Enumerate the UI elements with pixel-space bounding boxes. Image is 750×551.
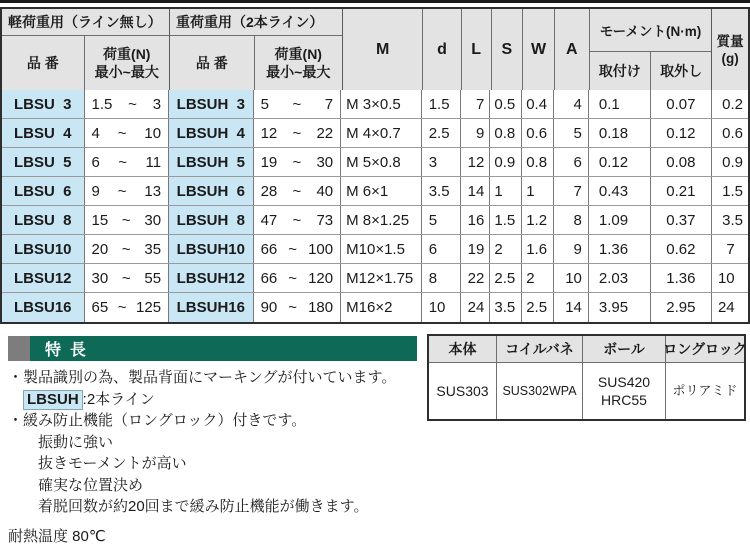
dim-d: 5 [422, 206, 461, 234]
feature-line-marking: ・製品識別の為、製品背面にマーキングが付いています。 [8, 369, 397, 386]
moment-detach: 0.62 [651, 235, 713, 263]
part-number-light: LBSU 3 [2, 90, 85, 118]
materials-value-row [429, 363, 744, 419]
load-range-heavy: 66 ~ 120 [254, 264, 342, 292]
dim-W: 1 [522, 177, 554, 205]
spec-table-header [2, 9, 748, 90]
material-value-coil-spring: SUS302WPA [497, 363, 583, 419]
mass: 0.6 [722, 124, 743, 142]
feature-sub-item: 振動に強い [38, 433, 114, 451]
mass: 0.2 [722, 95, 743, 113]
thread-size: M10×1.5 [341, 235, 422, 263]
dim-d: 1.5 [422, 90, 461, 118]
dim-A: 7 [554, 177, 589, 205]
mass: 7 [726, 240, 743, 258]
load-range-light: 6 ~ 11 [85, 148, 170, 176]
part-number-light: LBSU12 [2, 264, 85, 292]
load-range-heavy: 90 ~ 180 [254, 293, 342, 322]
moment-attach: 3.95 [589, 293, 651, 322]
dim-W: 0.4 [522, 90, 554, 118]
load-range-heavy: 5 ~ 7 [254, 90, 342, 118]
dim-S: 0.9 [490, 148, 522, 176]
dim-W: 2 [522, 264, 554, 292]
dim-S: 0.8 [490, 119, 522, 147]
moment-attach: 0.1 [589, 90, 651, 118]
table-row [2, 235, 748, 264]
thread-size: M 4×0.7 [341, 119, 422, 147]
col-header-A: A [555, 9, 590, 90]
dim-d: 6 [422, 235, 461, 263]
chip-suffix: :2本ライン [82, 390, 155, 408]
load-header: 荷重(N) 最小~最大 [94, 46, 159, 80]
features-title: 特 長 [45, 342, 86, 359]
dim-A: 14 [554, 293, 589, 322]
load-range-light: 15 ~ 30 [85, 206, 170, 234]
part-number-light: LBSU 6 [2, 177, 85, 205]
moment-detach: 1.36 [651, 264, 713, 292]
table-row [2, 119, 748, 148]
dim-L: 12 [461, 148, 491, 176]
thread-size: M16×2 [341, 293, 422, 322]
moment-detach-header: 取外し [660, 63, 703, 79]
moment-header: モーメント(N·m) [590, 9, 712, 52]
mass: 1.5 [722, 182, 743, 200]
material-header-longlock: ロングロック [666, 336, 744, 363]
dim-W: 2.5 [522, 293, 554, 322]
load-range-heavy: 19 ~ 30 [254, 148, 342, 176]
mass: 24 [717, 299, 743, 316]
material-header-ball: ボール [583, 336, 666, 363]
part-number-heavy: LBSUH 4 [169, 119, 254, 147]
part-number-heavy: LBSUH 6 [169, 177, 254, 205]
material-header-body: 本体 [429, 336, 497, 363]
load-range-heavy: 66 ~ 100 [254, 235, 342, 263]
dim-L: 22 [461, 264, 491, 292]
part-number-light: LBSU16 [2, 293, 85, 322]
dim-W: 0.8 [522, 148, 554, 176]
moment-attach: 1.36 [589, 235, 651, 263]
features-title-bar [30, 336, 417, 361]
load-range-light: 30 ~ 55 [85, 264, 170, 292]
moment-detach: 0.07 [651, 90, 713, 118]
load-range-light: 9 ~ 13 [85, 177, 170, 205]
moment-detach: 0.21 [651, 177, 713, 205]
moment-attach: 2.03 [589, 264, 651, 292]
gray-square-icon [8, 336, 30, 361]
thread-size: M 6×1 [341, 177, 422, 205]
col-header-W: W [523, 9, 555, 90]
dim-A: 5 [554, 119, 589, 147]
heavy-load-group-title: 重荷重用（2本ライン） [170, 9, 342, 36]
materials-header-row [429, 336, 747, 363]
load-range-light: 65 ~ 125 [85, 293, 170, 322]
light-load-group-title: 軽荷重用（ライン無し） [2, 9, 169, 36]
heavy-load-group [170, 9, 343, 90]
part-number-light: LBSU 5 [2, 148, 85, 176]
dim-S: 1 [490, 177, 522, 205]
table-row [2, 148, 748, 177]
col-header-S: S [492, 9, 524, 90]
feature-sub-item: 着脱回数が約20回まで緩み防止機能が働きます。 [38, 498, 369, 515]
load-range-light: 1.5 ~ 3 [85, 90, 170, 118]
feature-sub-item: 確実な位置決め [38, 476, 144, 494]
dim-W: 1.6 [522, 235, 554, 263]
heat-resistance-note: 耐熱温度 80℃ [8, 527, 106, 545]
thread-size: M 5×0.8 [341, 148, 422, 176]
moment-attach-header: 取付け [590, 52, 651, 90]
moment-attach: 0.43 [589, 177, 651, 205]
part-number-heavy: LBSUH 8 [169, 206, 254, 234]
part-number-heavy: LBSUH 3 [169, 90, 254, 118]
material-value-ball: SUS420 HRC55 [583, 363, 666, 419]
dim-W: 1.2 [522, 206, 554, 234]
feature-sub-item: 抜きモーメントが高い [38, 455, 187, 472]
dim-d: 10 [422, 293, 461, 322]
dim-L: 16 [461, 206, 491, 234]
load-range-heavy: 12 ~ 22 [254, 119, 342, 147]
load-range-light: 4 ~ 10 [85, 119, 170, 147]
dim-A: 8 [554, 206, 589, 234]
dim-L: 7 [461, 90, 491, 118]
dim-d: 3.5 [422, 177, 461, 205]
part-number-light: LBSU 4 [2, 119, 85, 147]
bottom-section [0, 336, 750, 551]
dim-d: 2.5 [422, 119, 461, 147]
table-row [2, 177, 748, 206]
dim-A: 9 [554, 235, 589, 263]
thread-size: M12×1.75 [341, 264, 422, 292]
col-header-L: L [462, 9, 492, 90]
mass: 0.9 [722, 153, 743, 171]
materials-table [427, 334, 746, 421]
dim-L: 14 [461, 177, 491, 205]
mass: 10 [717, 269, 743, 287]
thread-size: M 8×1.25 [341, 206, 422, 234]
load-header-h: 荷重(N) 最小~最大 [266, 46, 331, 80]
dim-d: 3 [422, 148, 461, 176]
features-header-bar [8, 336, 417, 361]
moment-attach: 0.12 [589, 148, 651, 176]
col-header-M: M [343, 9, 423, 90]
dim-S: 1.5 [490, 206, 522, 234]
load-range-heavy: 47 ~ 73 [254, 206, 342, 234]
part-number-heavy: LBSUH10 [169, 235, 254, 263]
moment-detach: 0.37 [651, 206, 713, 234]
dim-d: 8 [422, 264, 461, 292]
dim-A: 10 [554, 264, 589, 292]
lbsuh-chip: LBSUH [23, 390, 83, 410]
moment-detach: 0.08 [651, 148, 713, 176]
dim-A: 4 [554, 90, 589, 118]
dim-A: 6 [554, 148, 589, 176]
table-row [2, 264, 748, 293]
feature-line-longlock: ・緩み防止機能（ロングロック）付きです。 [8, 412, 307, 429]
material-value-longlock: ポリアミド [672, 383, 738, 398]
spec-table-body [2, 90, 748, 322]
dim-S: 3.5 [490, 293, 522, 322]
dim-S: 2 [490, 235, 522, 263]
thread-size: M 3×0.5 [341, 90, 422, 118]
dim-L: 19 [461, 235, 491, 263]
moment-group [590, 9, 713, 90]
page-top-rule [0, 0, 750, 3]
load-range-light: 20 ~ 35 [85, 235, 170, 263]
moment-attach: 0.18 [589, 119, 651, 147]
dim-L: 24 [461, 293, 491, 322]
mass-header: 質量 (g) [716, 33, 744, 66]
dim-W: 0.6 [522, 119, 554, 147]
material-header-coil-spring: コイルバネ [497, 336, 583, 363]
load-range-heavy: 28 ~ 40 [254, 177, 342, 205]
part-number-heavy: LBSUH 5 [169, 148, 254, 176]
dim-L: 9 [461, 119, 491, 147]
part-number-light: LBSU10 [2, 235, 85, 263]
moment-detach: 2.95 [651, 293, 713, 322]
part-number-light: LBSU 8 [2, 206, 85, 234]
table-row [2, 206, 748, 235]
dim-S: 0.5 [490, 90, 522, 118]
part-number-heavy: LBSUH12 [169, 264, 254, 292]
part-number-heavy: LBSUH16 [169, 293, 254, 322]
part-number-header: 品 番 [2, 36, 85, 90]
col-header-d: d [423, 9, 462, 90]
table-row [2, 90, 748, 119]
mass: 3.5 [722, 211, 743, 229]
part-number-header-h: 品 番 [170, 36, 255, 90]
moment-attach: 1.09 [589, 206, 651, 234]
spec-table [0, 7, 750, 324]
table-row [2, 293, 748, 322]
moment-detach: 0.12 [651, 119, 713, 147]
material-value-body: SUS303 [429, 363, 497, 419]
light-load-group [2, 9, 170, 90]
dim-S: 2.5 [490, 264, 522, 292]
